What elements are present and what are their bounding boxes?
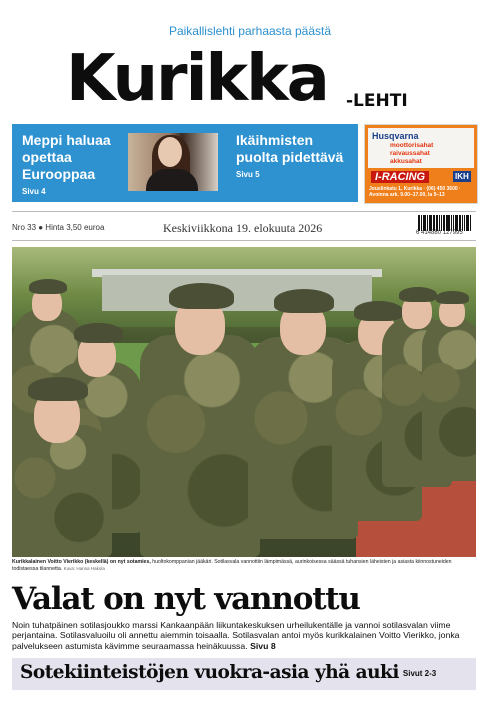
portrait-face [158, 137, 182, 167]
teaser-page: Sivu 5 [236, 170, 260, 179]
soldier-beret [74, 323, 123, 343]
main-headline[interactable]: Valat on nyt vannottu [12, 581, 360, 617]
caption-text: huoltokomppanian jääkäri. Sotilasvala vannottiin lämpimässä, aurinkoisessa säässä tuhansien läheisten ja asiasta kiinnostuneiden todistaessa tilannetta. [12, 559, 452, 572]
hero-photo [12, 247, 476, 557]
ad-logo: Husqvarna [372, 131, 419, 141]
teaser-left[interactable] [22, 132, 130, 196]
photo-caption [12, 559, 476, 572]
soldier-beret [436, 291, 469, 304]
ad-top-panel [368, 128, 474, 168]
soldier-figure [140, 283, 260, 557]
ad-address: Jouslinkatu 1, Kurikka · (06) 450 3600 · Avoinna ark. 9.00–17.00, la 9–13 [369, 186, 461, 198]
barcode-stripe [434, 215, 435, 231]
ad-line: akkusahat [390, 158, 422, 165]
teaser-title: Ikäihmisten puolta pidettävä [236, 132, 344, 165]
dateline: Keskiviikkona 19. elokuuta 2026 [163, 221, 323, 235]
barcode-stripe [439, 215, 440, 231]
ad-line: moottorisahat [390, 142, 434, 149]
advertisement[interactable] [364, 124, 478, 204]
barcode-stripe [424, 215, 426, 231]
soldier-figure [12, 377, 112, 557]
barcode-stripe [443, 215, 445, 231]
teaser-portrait-photo [128, 133, 218, 191]
ad-brand: I-RACING [371, 171, 429, 183]
divider [12, 211, 476, 212]
tagline: Paikallislehti parhaasta päästä [168, 24, 332, 38]
bottom-story-headline [20, 662, 436, 683]
barcode-stripe [462, 215, 463, 231]
ad-badge: IKH [455, 172, 469, 181]
barcode-stripe [453, 215, 454, 231]
barcode-stripe [449, 215, 450, 231]
teaser-bar [12, 124, 358, 202]
soldier-uniform [140, 335, 260, 557]
barcode-number: 6 414880 127995 [416, 230, 463, 236]
lead-paragraph [12, 620, 478, 651]
portrait-shirt [146, 169, 198, 191]
soldier-figure [422, 291, 476, 481]
barcode-icon [418, 215, 476, 231]
divider [12, 240, 476, 241]
ad-line: raivaussahat [390, 150, 430, 157]
barcode-stripe [466, 215, 469, 231]
soldier-beret [28, 377, 88, 401]
barcode-stripe [470, 215, 471, 231]
teaser-right[interactable] [236, 132, 352, 179]
barcode-stripe [446, 215, 449, 231]
barcode-stripe [457, 215, 458, 231]
masthead-suffix: -LEHTI [346, 91, 408, 111]
issue-price: Nro 33 ● Hinta 3,50 euroa [12, 223, 105, 232]
masthead-title: Kurikka [66, 42, 328, 116]
soldier-beret [274, 289, 334, 313]
soldier-beret [29, 279, 67, 294]
teaser-title: Meppi haluaa opettaa Eurooppaa [22, 132, 111, 182]
soldier-uniform [12, 425, 112, 557]
barcode-stripe [429, 215, 432, 231]
teaser-page: Sivu 4 [22, 187, 46, 196]
soldier-uniform [422, 317, 476, 481]
bottom-story-title: Sotekiinteistöjen vuokra-asia yhä auki [20, 662, 399, 683]
barcode-stripe [421, 215, 422, 231]
bottom-story-bar[interactable] [12, 658, 476, 690]
lead-text: Noin tuhatpäinen sotilasjoukko marssi Kankaanpään liikuntakeskuksen urheilukentälle ja vannoi sotilasvalan viime perjantaina. Sotilasvaluoilu oli annettu aiemmin toisaalla. Sotilasvalan antoi myös kurikkalainen Voitto Vierikko, jonka palvelukseen astumista kävimme seuraamassa heinäkuussa. [12, 620, 460, 651]
lead-page-ref: Sivu 8 [250, 640, 276, 651]
caption-lead: Kurikkalainen Voitto Vierikko (keskellä) on nyt sotamies, [12, 559, 151, 565]
caption-credit: Kuva: Hanna Hakola [63, 565, 105, 571]
soldier-beret [169, 283, 235, 309]
bottom-story-page: Sivut 2-3 [402, 668, 437, 678]
